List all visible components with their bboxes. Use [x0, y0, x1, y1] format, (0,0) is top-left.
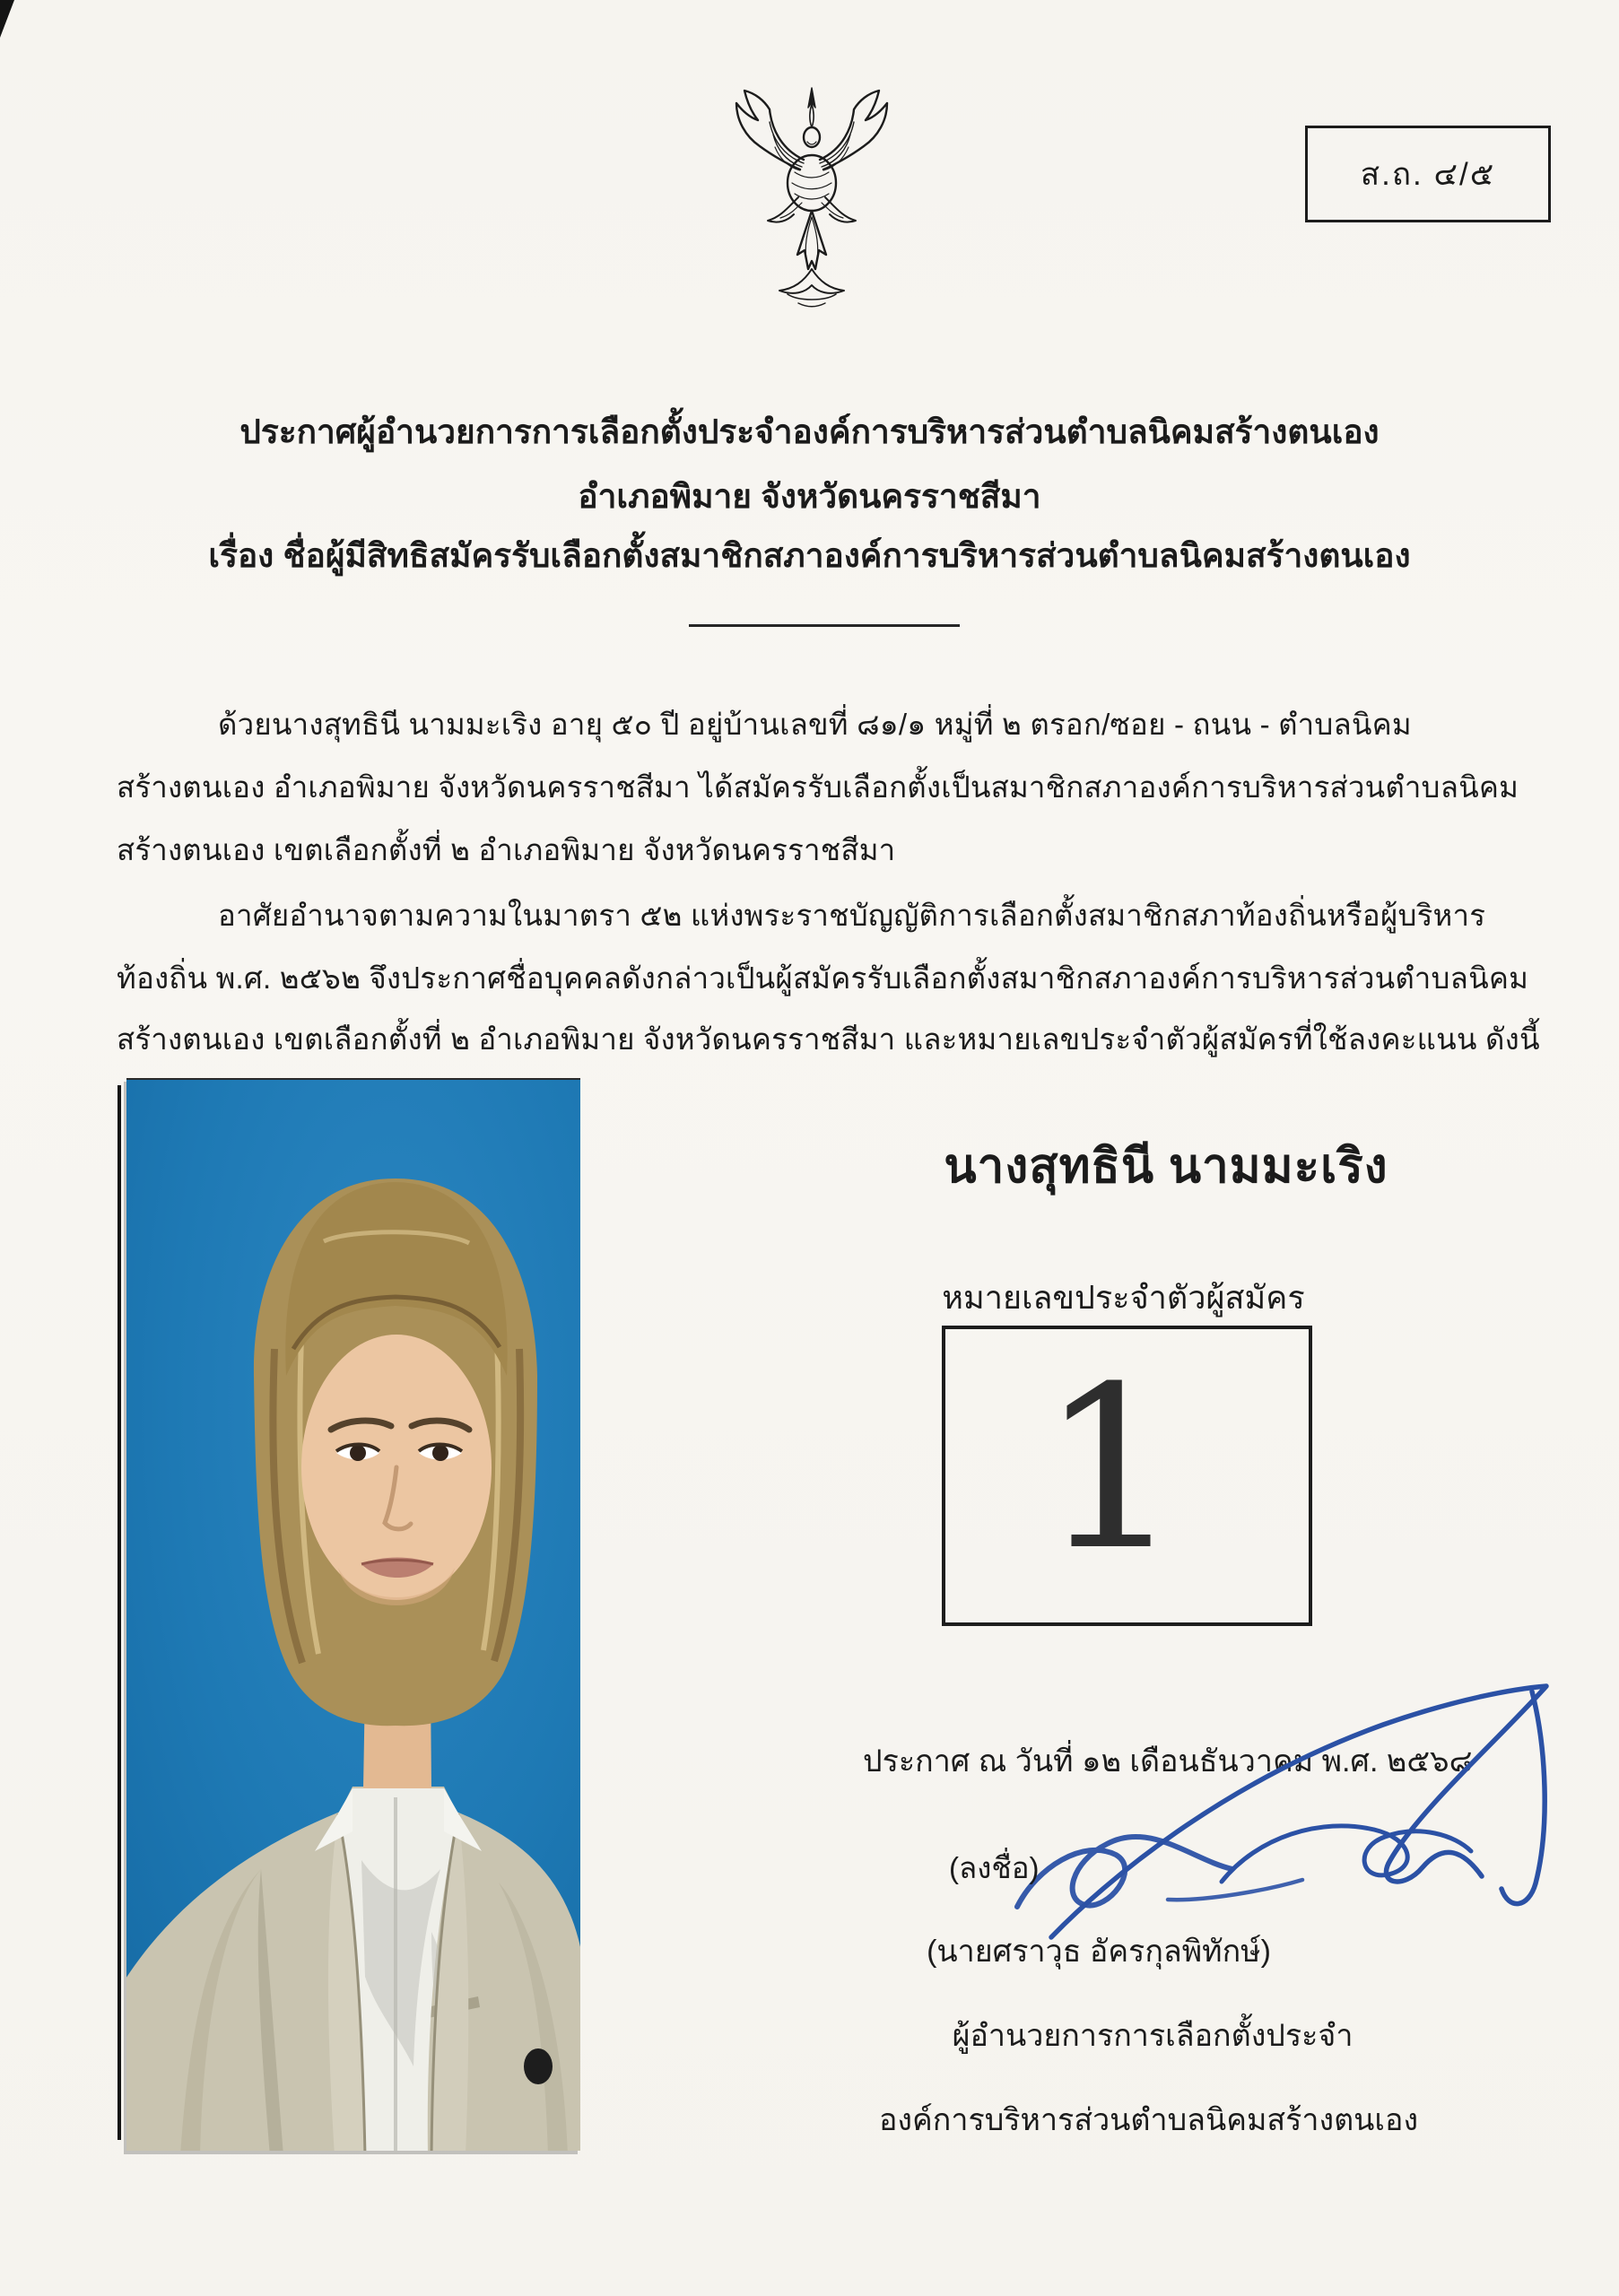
form-code-label: ส.ถ. ๔/๕	[1360, 156, 1496, 192]
form-code-box	[1305, 126, 1551, 222]
title-divider-line	[689, 624, 960, 627]
candidate-number-box	[942, 1326, 1312, 1626]
paragraph1-line1: ด้วยนางสุทธินี นามมะเริง อายุ ๕๐ ปี อยู่บ้านเลขที่ ๘๑/๑ หมู่ที่ ๒ ตรอก/ซอย - ถนน - ตำบลนิคม	[218, 708, 1412, 741]
sign-here-label: (ลงชื่อ)	[949, 1851, 1040, 1884]
photo-backing-edge	[118, 1085, 121, 2140]
candidate-photo	[126, 1078, 580, 2151]
paragraph2-line3: สร้างตนเอง เขตเลือกตั้งที่ ๒ อำเภอพิมาย จังหวัดนครราชสีมา และหมายเลขประจำตัวผู้สมัครที่ใช้ลงคะแนน ดังนี้	[117, 1022, 1540, 1056]
signer-title-line1: ผู้อำนวยการการเลือกตั้งประจำ	[952, 2019, 1354, 2053]
garuda-emblem-icon	[709, 83, 915, 312]
candidate-number-label: หมายเลขประจำตัวผู้สมัคร	[942, 1279, 1305, 1316]
announcement-date: ประกาศ ณ วันที่ ๑๒ เดือนธันวาคม พ.ศ. ๒๕๖๘	[863, 1744, 1473, 1779]
signature-ink-icon	[997, 1675, 1571, 1949]
scan-corner-artifact	[0, 0, 14, 38]
paragraph1-line3: สร้างตนเอง เขตเลือกตั้งที่ ๒ อำเภอพิมาย จังหวัดนครราชสีมา	[117, 833, 896, 866]
paragraph2-line1: อาศัยอำนาจตามความในมาตรา ๕๒ แห่งพระราชบัญญัติการเลือกตั้งสมาชิกสภาท้องถิ่นหรือผู้บริหาร	[218, 899, 1486, 932]
candidate-name: นางสุทธินี นามมะเริง	[944, 1140, 1388, 1193]
signer-title-line2: องค์การบริหารส่วนตำบลนิคมสร้างตนเอง	[879, 2103, 1419, 2137]
paragraph1-line2: สร้างตนเอง อำเภอพิมาย จังหวัดนครราชสีมา ได้สมัครรับเลือกตั้งเป็นสมาชิกสภาองค์การบริหารส่วนตำบลนิคม	[117, 770, 1519, 804]
paragraph2-line2: ท้องถิ่น พ.ศ. ๒๕๖๒ จึงประกาศชื่อบุคคลดังกล่าวเป็นผู้สมัครรับเลือกตั้งสมาชิกสภาองค์การบริหารส่วนตำบลนิคม	[117, 961, 1529, 995]
candidate-number: 1	[1039, 1337, 1183, 1599]
document-title-line-3: เรื่อง ชื่อผู้มีสิทธิสมัครรับเลือกตั้งสมาชิกสภาองค์การบริหารส่วนตำบลนิคมสร้างตนเอง	[208, 537, 1411, 574]
document-title-line-2: อำเภอพิมาย จังหวัดนครราชสีมา	[578, 478, 1041, 515]
signer-name: (นายศราวุธ อัครกุลพิทักษ์)	[927, 1935, 1271, 1969]
document-title-line-1: ประกาศผู้อำนวยการการเลือกตั้งประจำองค์การบริหารส่วนตำบลนิคมสร้างตนเอง	[239, 413, 1380, 450]
